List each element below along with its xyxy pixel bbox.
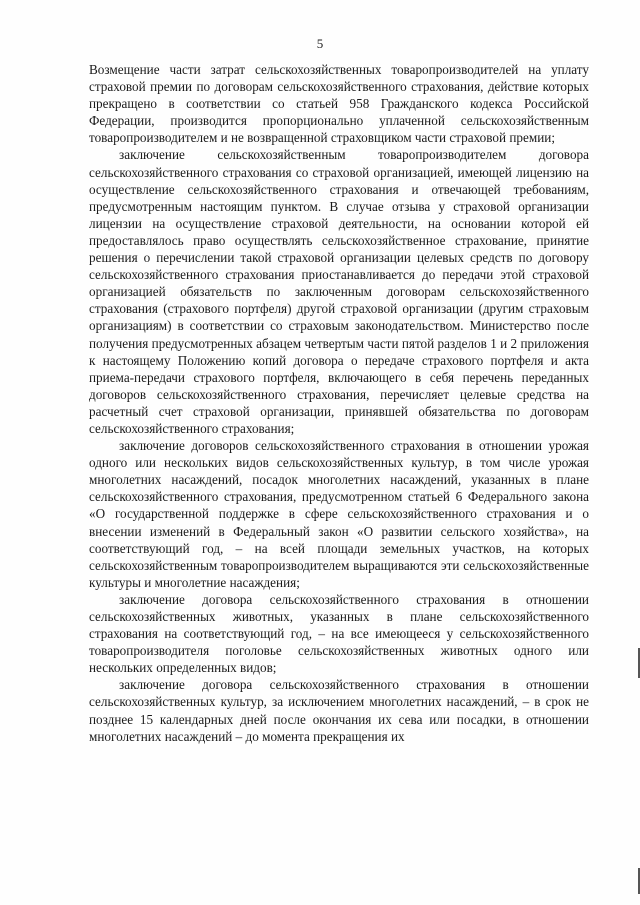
paragraph-livestock-insurance: заключение договора сельскохозяйственного страхования в отношении сельскохозяйственных животных, указанных в плане сельскохозяйственного страхования на соответствующий год, – на все имеющееся у сельскохозяйственного товаропроизводителя поголовье сельскохозяйственных животных одного или нескольких определенных видов; — [89, 591, 589, 676]
paragraph-deadline: заключение договора сельскохозяйственного страхования в отношении сельскохозяйственных культур, за исключением многолетних насаждений, – в срок не позднее 15 календарных дней после окончания их сева или посадки, в отношении многолетних насаждений – до момента прекращения их — [89, 677, 589, 744]
page-number: 5 — [316, 36, 324, 51]
document-body — [89, 61, 589, 745]
paragraph-crop-insurance: заключение договоров сельскохозяйственного страхования в отношении урожая одного или нескольких видов сельскохозяйственных культур, в том числе урожая многолетних насаждений, посадок многолетних насаждений, указанных в плане сельскохозяйственного страхования, предусмотренном статьей 6 Федерального закона «О государственной поддержке в сфере сельскохозяйственного страхования и о внесении изменений в Федеральный закон «О развитии сельского хозяйства», на соответствующий год, – на всей площади земельных участков, на которых сельскохозяйственным товаропроизводителем выращиваются эти сельскохозяйственные культуры и многолетние насаждения; — [89, 438, 589, 590]
paragraph-reimbursement: Возмещение части затрат сельскохозяйственных товаропроизводителей на уплату страховой премии по договорам сельскохозяйственного страхования, действие которых прекращено в соответствии со статьей 958 Гражданского кодекса Российской Федерации, производится пропорционально уплаченной сельскохозяйственным товаропроизводителем и не возвращенной страховщиком части страховой премии; — [89, 62, 589, 146]
paragraph-insurer-contract: заключение сельскохозяйственным товаропроизводителем договора сельскохозяйственного страхования со страховой организацией, имеющей лицензию на осуществление сельскохозяйственного страхования и отвечающей требованиям, предусмотренным настоящим пунктом. В случае отзыва у страховой организации лицензии на осуществление страховой деятельности, на основании которой ей предоставлялось право осуществлять сельскохозяйственное страхование, принятие решения о перечислении такой страховой организации целевых средств по договору сельскохозяйственного страхования приостанавливается до передачи этой страховой организацией обязательств по заключенным договорам сельскохозяйственного страхования (страхового портфеля) другой страховой организации (другим страховым организациям) в соответствии со страховым законодательством. Министерство после получения предусмотренных абзацем четвертым части пятой разделов 1 и 2 приложения к настоящему Положению копий договора о передаче страхового портфеля и акта приема-передачи страхового портфеля, включающего в себя перечень переданных договоров сельскохозяйственного страхования, перечисляет целевые средства на расчетный счет страховой организации, принявшей обязательства по договорам сельскохозяйственного страхования; — [89, 147, 589, 436]
